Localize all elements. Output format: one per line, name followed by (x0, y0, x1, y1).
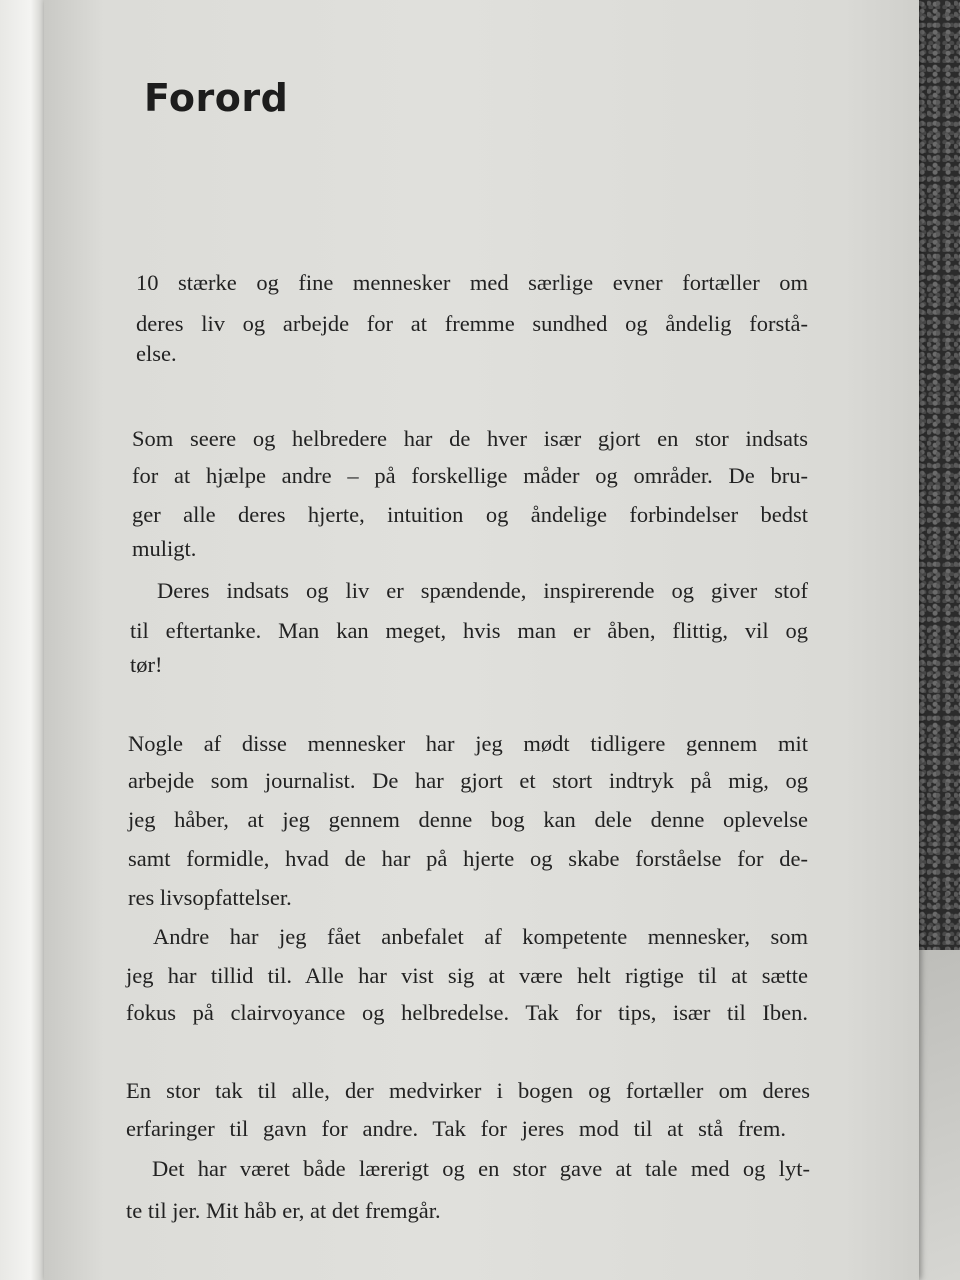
text-line: Deres indsats og liv er spændende, inspirerende og giver stof (157, 578, 808, 603)
text-line: til eftertanke. Man kan meget, hvis man er åben, flittig, vil og (130, 618, 808, 643)
text-line: En stor tak til alle, der medvirker i bogen og fortæller om deres (126, 1078, 810, 1103)
text-line: erfaringer til gavn for andre. Tak for jeres mod til at stå frem. (126, 1116, 786, 1141)
text-line: Det har været både lærerigt og en stor gave at tale med og lyt- (152, 1156, 810, 1181)
text-line: arbejde som journalist. De har gjort et stort indtryk på mig, og (128, 768, 808, 793)
text-line: 10 stærke og fine mennesker med særlige evner fortæller om (136, 270, 808, 295)
facing-page-edge (0, 0, 44, 1280)
text-line: deres liv og arbejde for at fremme sundhed og åndelig forstå- (136, 311, 808, 336)
text-line: jeg håber, at jeg gennem denne bog kan dele denne oplevelse (128, 807, 808, 832)
page-title: Forord (144, 76, 289, 120)
text-line: muligt. (132, 536, 197, 561)
text-line: ger alle deres hjerte, intuition og åndelige forbindelser bedst (132, 502, 808, 527)
text-line: fokus på clairvoyance og helbredelse. Tak for tips, især til Iben. (126, 1000, 808, 1025)
book-page (44, 0, 919, 1280)
text-line: res livsopfattelser. (128, 885, 292, 910)
text-line: samt formidle, hvad de har på hjerte og skabe forståelse for de- (128, 846, 808, 871)
text-line: Andre har jeg fået anbefalet af kompetente mennesker, som (153, 924, 808, 949)
text-line: jeg har tillid til. Alle har vist sig at være helt rigtige til at sætte (126, 963, 808, 988)
text-line: else. (136, 341, 177, 366)
text-line: te til jer. Mit håb er, at det fremgår. (126, 1198, 441, 1223)
text-line: Som seere og helbredere har de hver især gjort en stor indsats (132, 426, 808, 451)
text-line: for at hjælpe andre – på forskellige måder og områder. De bru- (132, 463, 808, 488)
text-line: Nogle af disse mennesker har jeg mødt tidligere gennem mit (128, 731, 808, 756)
text-line: tør! (130, 652, 163, 677)
